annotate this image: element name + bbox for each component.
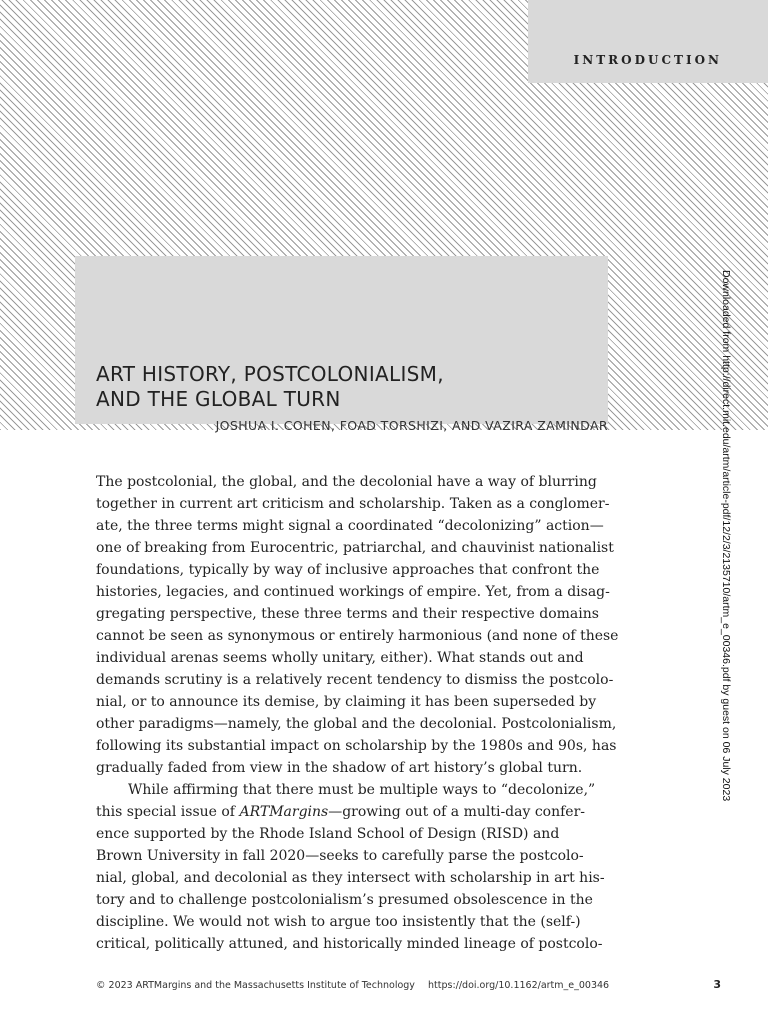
section-label-box — [528, 0, 768, 83]
paragraph-2-first-line: While affirming that there must be multiple ways to “decolonize,” — [128, 782, 596, 798]
body-text-fragment: —growing out of a multi-day confer- — [328, 804, 586, 820]
body-line: gradually faded from view in the shadow of art history’s global turn. — [96, 760, 583, 776]
article-title — [96, 362, 596, 412]
body-line: Brown University in fall 2020—seeks to carefully parse the postcolo- — [96, 848, 584, 864]
body-line: critical, politically attuned, and historically minded lineage of postcolo- — [96, 936, 603, 952]
page-number: 3 — [713, 978, 721, 991]
section-label: INTRODUCTION — [573, 53, 722, 67]
article-authors: JOSHUA I. COHEN, FOAD TORSHIZI, AND VAZIRA ZAMINDAR — [215, 418, 608, 433]
body-line: discipline. We would not wish to argue too insistently that the (self-) — [96, 914, 581, 930]
body-line: ate, the three terms might signal a coordinated “decolonizing” action— — [96, 518, 604, 534]
footer-copyright: © 2023 ARTMargins and the Massachusetts Institute of Technology — [96, 980, 415, 991]
body-line: one of breaking from Eurocentric, patriarchal, and chauvinist nationalist — [96, 540, 614, 556]
body-line: following its substantial impact on scholarship by the 1980s and 90s, has — [96, 738, 617, 754]
body-line: cannot be seen as synonymous or entirely harmonious (and none of these — [96, 628, 619, 644]
body-line: ence supported by the Rhode Island School of Design (RISD) and — [96, 826, 560, 842]
body-line-with-italic — [96, 801, 656, 823]
body-line: foundations, typically by way of inclusive approaches that confront the — [96, 562, 600, 578]
footer-doi-link[interactable]: https://doi.org/10.1162/artm_e_00346 — [428, 980, 610, 991]
body-line: together in current art criticism and scholarship. Taken as a conglomer- — [96, 496, 610, 512]
body-line: nial, or to announce its demise, by claiming it has been superseded by — [96, 694, 597, 710]
body-line: histories, legacies, and continued workings of empire. Yet, from a disag- — [96, 584, 610, 600]
body-line: nial, global, and decolonial as they intersect with scholarship in art his- — [96, 870, 605, 886]
body-line: tory and to challenge postcolonialism’s presumed obsolescence in the — [96, 892, 593, 908]
download-watermark: Downloaded from http://direct.mit.edu/artm/article-pdf/12/2/3/2135710/artm_e_00346.pdf by guest on 06 July 2023 — [720, 270, 732, 802]
body-line: demands scrutiny is a relatively recent tendency to dismiss the postcolo- — [96, 672, 614, 688]
body-text-fragment: this special issue of — [96, 804, 240, 820]
body-line: individual arenas seems wholly unitary, either). What stands out and — [96, 650, 584, 666]
body-line: The postcolonial, the global, and the decolonial have a way of blurring — [96, 474, 597, 490]
journal-title-italic: ARTMargins — [239, 804, 329, 820]
body-line: other paradigms—namely, the global and the decolonial. Postcolonialism, — [96, 716, 617, 732]
article-title-line-1: ART HISTORY, POSTCOLONIALISM, — [96, 362, 444, 386]
article-body — [96, 471, 656, 955]
body-line: gregating perspective, these three terms and their respective domains — [96, 606, 599, 622]
article-title-line-2: AND THE GLOBAL TURN — [96, 387, 341, 411]
